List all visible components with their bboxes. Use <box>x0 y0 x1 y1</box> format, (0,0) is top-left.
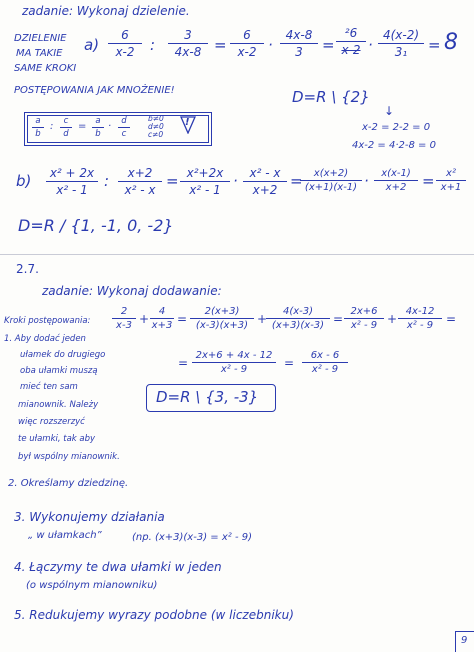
ex-b-eq-2: = <box>290 172 303 190</box>
arrow-down-icon: ↓ <box>384 104 395 118</box>
step1-line-7: te ułamki, tak aby <box>18 434 96 444</box>
step1-line-8: był wspólny mianownik. <box>18 452 120 462</box>
add-fraction-6: 4x-12 x² - 9 <box>398 306 442 331</box>
domain-a: D=R \ {2} <box>292 88 370 106</box>
step-3-line-2: „ w ułamkach” <box>28 530 102 541</box>
add-op-3: + <box>387 312 398 326</box>
section-number: 2.7. <box>16 262 39 276</box>
add2-fraction-2: 6x - 6 x² - 9 <box>302 350 348 375</box>
add-eq-2: = <box>333 312 344 326</box>
domain-addition: D=R \ {3, -3} <box>156 388 259 406</box>
ex-a-fraction-6: 4(x-2) 3₁ <box>378 28 424 59</box>
ex-a-op-3: · <box>368 36 373 54</box>
ex-a-fraction-5: ²6 x-2 <box>336 26 366 57</box>
ex-a-op-2: · <box>268 36 273 54</box>
example-a-label: a) <box>84 36 100 54</box>
rule-fraction-3: a b <box>92 116 104 139</box>
rule-fraction-2: c d <box>60 116 72 139</box>
ex-a-result: 8 <box>444 30 458 55</box>
add2-fraction-1: 2x+6 + 4x - 12 x² - 9 <box>192 350 276 375</box>
add2-eq-1: = <box>178 356 189 370</box>
step1-line-5: mianownik. Należy <box>18 400 99 410</box>
ex-b-fraction-3: x²+2x x² - 1 <box>180 166 230 197</box>
step1-line-3: oba ułamki muszą <box>20 366 98 376</box>
ex-b-fraction-7: x² x+1 <box>436 168 466 193</box>
ex-b-fraction-4: x² - x x+2 <box>243 166 287 197</box>
ex-b-fraction-2: x+2 x² - x <box>118 166 162 197</box>
rule-line-2: MA TAKIE <box>16 48 63 59</box>
ex-a-fraction-1: 6 x-2 <box>108 28 142 59</box>
rule-line-3: SAME KROKI <box>14 63 77 74</box>
rule-line-4: POSTĘPOWANIA JAK MNOŻENIE! <box>14 85 175 96</box>
section-divider <box>0 254 474 255</box>
ex-a-fraction-4: 4x-8 3 <box>280 28 318 59</box>
step-3-example: (np. (x+3)(x-3) = x² - 9) <box>132 532 252 543</box>
step-4-line-1: 4. Łączymy te dwa ułamki w jeden <box>14 560 222 574</box>
rule-fraction-1: a b <box>32 116 44 139</box>
add-fraction-2: 4 x+3 <box>151 306 173 331</box>
ex-b-fraction-6: x(x-1) x+2 <box>374 168 418 193</box>
ex-b-eq-3: = <box>422 172 435 190</box>
rule-line-1: DZIELENIE <box>14 33 67 44</box>
example-b-label: b) <box>16 172 32 190</box>
add-fraction-3: 2(x+3) (x-3)(x+3) <box>190 306 254 331</box>
ex-b-op-3: · <box>364 172 369 190</box>
rule-condition-2: d≠0 <box>148 122 164 131</box>
ex-b-eq-1: = <box>166 172 179 190</box>
add-op-1: + <box>139 312 150 326</box>
rule-condition-1: b≠0 <box>148 114 164 123</box>
step-3-line-1: 3. Wykonujemy działania <box>14 510 165 524</box>
add-fraction-5: 2x+6 x² - 9 <box>344 306 384 331</box>
add-fraction-1: 2 x-3 <box>112 306 136 331</box>
domain-b: D=R / {1, -1, 0, -2} <box>18 216 174 235</box>
warning-mark: ! <box>185 117 190 128</box>
steps-title: Kroki postępowania: <box>4 316 91 326</box>
ex-b-fraction-5: x(x+2) (x+1)(x-1) <box>300 168 362 193</box>
ex-a-op-1: : <box>150 36 156 54</box>
add-eq-3: = <box>446 312 457 326</box>
rule-op-1: : <box>50 121 54 132</box>
ex-a-eq-1: = <box>214 36 227 54</box>
check-line-2: 4x-2 = 4·2-8 = 0 <box>352 140 436 151</box>
ex-a-fraction-2: 3 4x-8 <box>168 28 208 59</box>
rule-eq: = <box>78 121 87 132</box>
ex-b-op-1: : <box>104 172 110 190</box>
add2-eq-2: = <box>284 356 295 370</box>
task-title-addition: zadanie: Wykonaj dodawanie: <box>42 284 222 298</box>
page-number: 9 <box>461 635 468 646</box>
step1-line-1: 1. Aby dodać jeden <box>4 334 86 344</box>
rule-op-2: · <box>108 121 112 132</box>
add-eq-1: = <box>177 312 188 326</box>
ex-b-fraction-1: x² + 2x x² - 1 <box>46 166 98 197</box>
step-4-line-2: (o wspólnym mianowniku) <box>26 580 158 591</box>
ex-a-fraction-3: 6 x-2 <box>230 28 264 59</box>
ex-a-eq-3: = <box>428 36 441 54</box>
check-line-1: x-2 = 2-2 = 0 <box>362 122 431 133</box>
task-title-division: zadanie: Wykonaj dzielenie. <box>22 4 190 18</box>
step1-line-6: więc rozszerzyć <box>18 417 85 427</box>
add-fraction-4: 4(x-3) (x+3)(x-3) <box>266 306 330 331</box>
step-5: 5. Redukujemy wyrazy podobne (w liczebniku) <box>14 608 294 622</box>
step-2: 2. Określamy dziedzinę. <box>8 478 129 489</box>
ex-b-op-2: · <box>233 172 238 190</box>
ex-a-eq-2: = <box>322 36 335 54</box>
rule-fraction-4: d c <box>118 116 130 139</box>
rule-condition-3: c≠0 <box>148 130 164 139</box>
step1-line-2: ułamek do drugiego <box>20 350 106 360</box>
step1-line-4: mieć ten sam <box>20 382 78 392</box>
add-op-2: + <box>257 312 268 326</box>
